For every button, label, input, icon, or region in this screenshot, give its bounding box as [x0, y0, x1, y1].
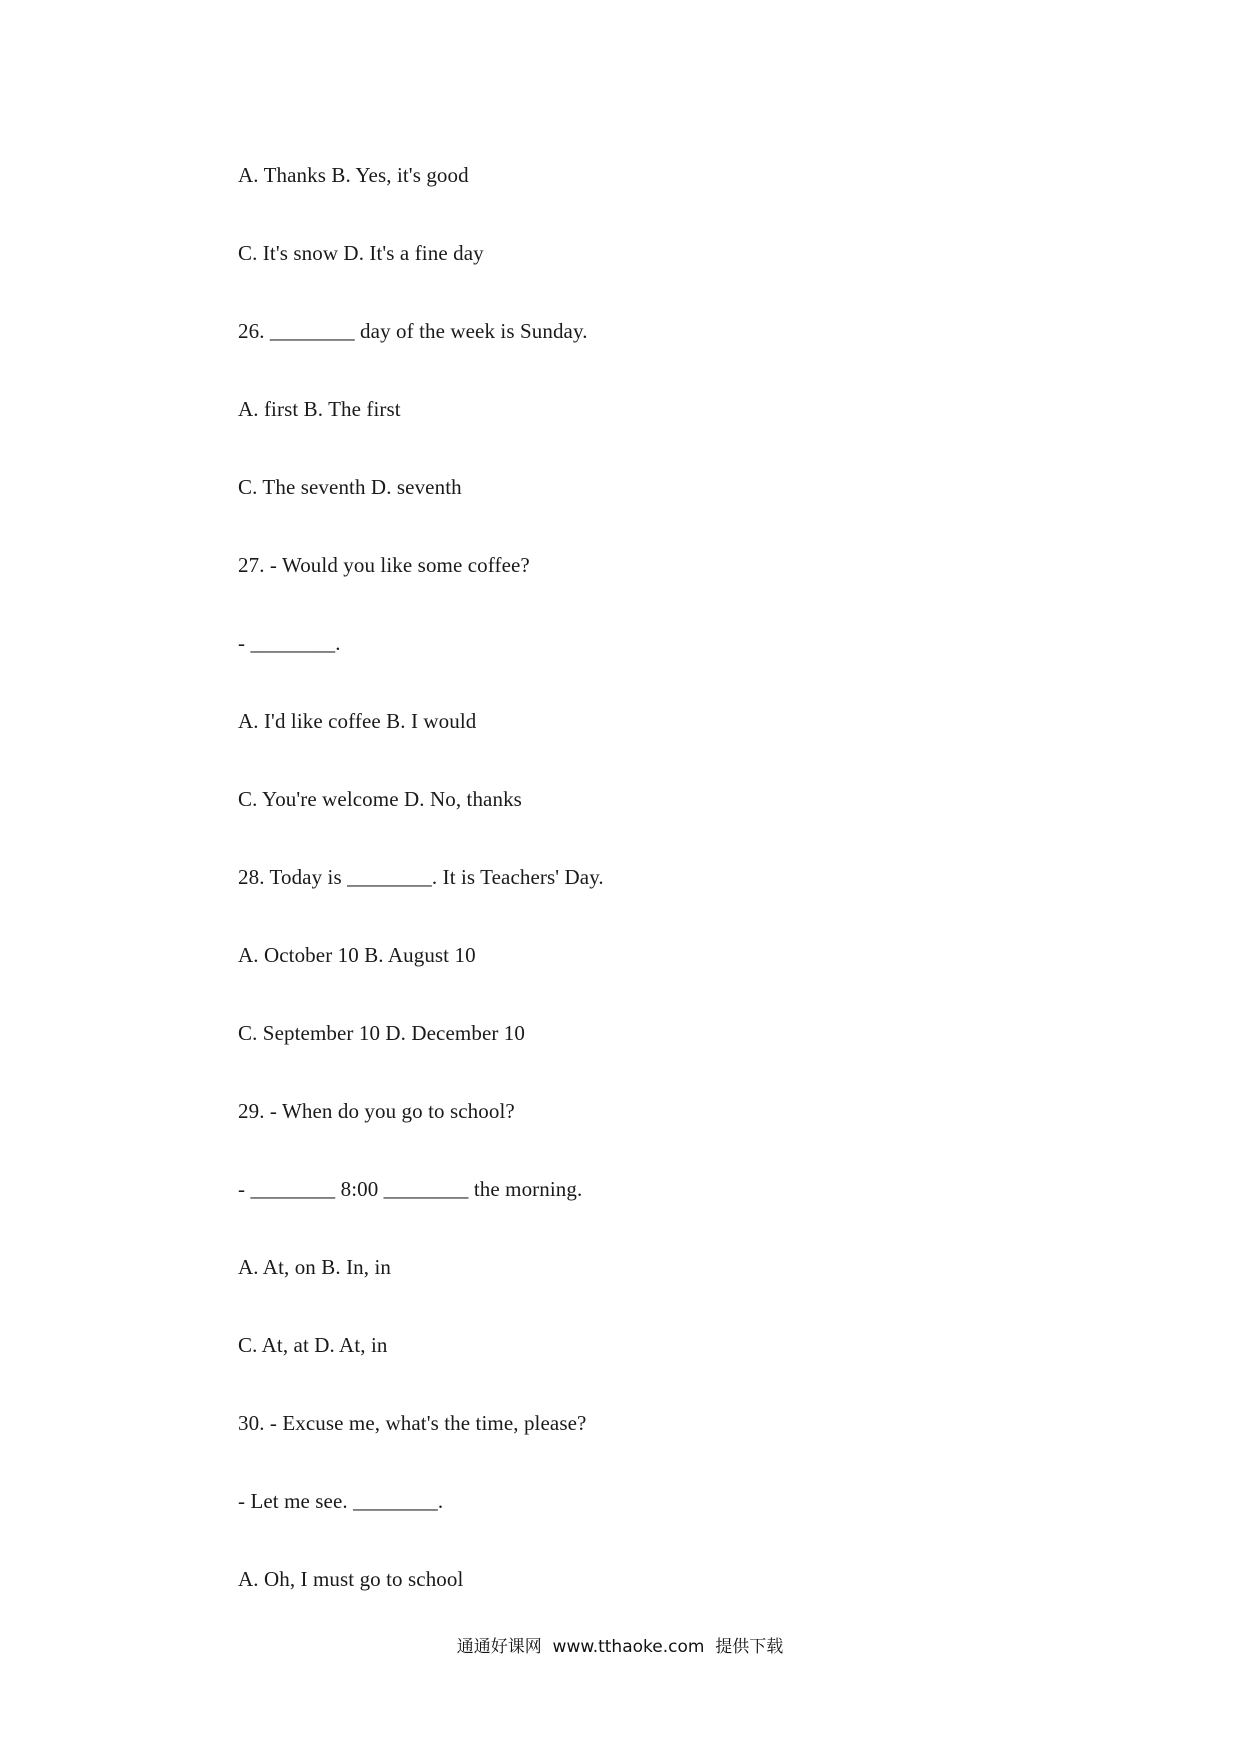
- text-line: C. At, at D. At, in: [238, 1333, 388, 1357]
- question-27: 27. - Would you like some coffee?: [238, 553, 530, 577]
- text-line: A. October 10 B. August 10: [238, 943, 476, 967]
- text-line: A. Thanks B. Yes, it's good: [238, 163, 469, 187]
- text-line: A. Oh, I must go to school: [238, 1567, 464, 1591]
- text-line: A. I'd like coffee B. I would: [238, 709, 477, 733]
- text-line: - Let me see. ________.: [238, 1489, 444, 1513]
- question-30: 30. - Excuse me, what's the time, please?: [238, 1411, 587, 1435]
- text-line: - ________ 8:00 ________ the morning.: [238, 1177, 583, 1201]
- text-line: C. September 10 D. December 10: [238, 1021, 526, 1045]
- page-footer: 通通好课网 www.tthaoke.com 提供下载: [456, 1637, 784, 1657]
- question-29: 29. - When do you go to school?: [238, 1099, 515, 1123]
- text-line: C. It's snow D. It's a fine day: [238, 241, 484, 265]
- question-28: 28. Today is ________. It is Teachers' Day.: [238, 865, 604, 889]
- text-line: A. first B. The first: [238, 397, 401, 421]
- text-line: C. The seventh D. seventh: [238, 475, 462, 499]
- text-line: C. You're welcome D. No, thanks: [238, 787, 522, 811]
- text-line: A. At, on B. In, in: [238, 1255, 391, 1279]
- text-line: - ________.: [238, 631, 341, 655]
- question-26: 26. ________ day of the week is Sunday.: [238, 319, 588, 343]
